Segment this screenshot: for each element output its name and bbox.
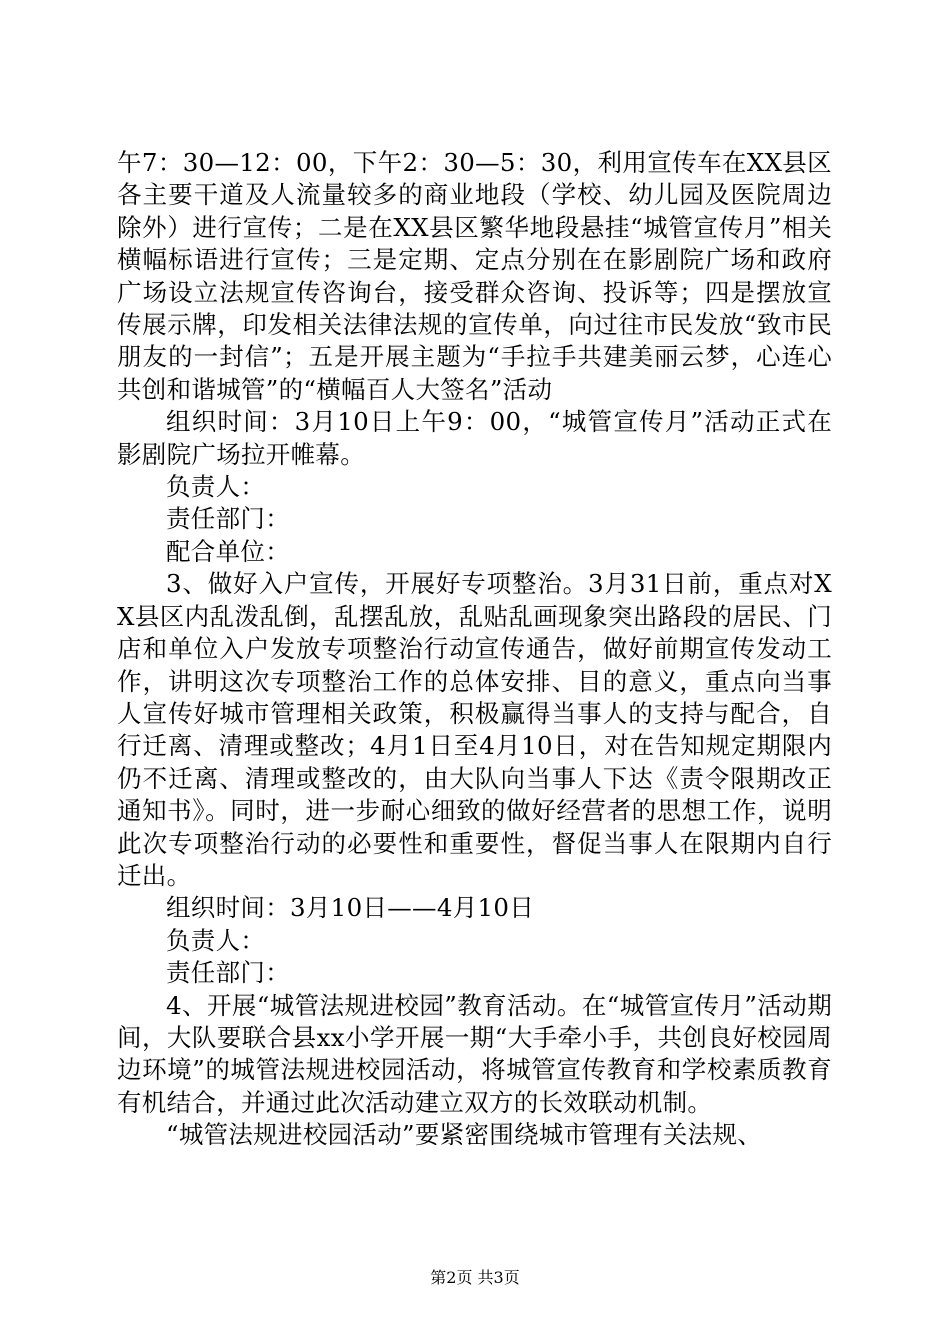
paragraph-cooperating-unit: 配合单位： — [166, 536, 290, 566]
page-number-footer: 第2页 共3页 — [430, 1268, 520, 1287]
paragraph-item-4: 4、开展“城管法规进校园”教育活动。在“城管宣传月”活动期间，大队要联合县xx小学开展一期“大手牵小手，共创良好校园周边环境”的城管法规进校园活动，将城管宣传教育和学校素质教育有机结合，并通过此次活动建立双方的长效联动机制。 — [117, 990, 832, 1117]
paragraph-item-3: 3、做好入户宣传，开展好专项整治。3月31日前，重点对XX县区内乱泼乱倒，乱摆乱放，乱贴乱画现象突出路段的居民、门店和单位入户发放专项整治行动宣传通告，做好前期宣传发动工作，讲明这次专项整治工作的总体安排、目的意义，重点向当事人宣传好城市管理相关政策，积极赢得当事人的支持与配合，自行迁离、清理或整改；4月1日至4月10日，对在告知规定期限内仍不迁离、清理或整改的，由大队向当事人下达《责令限期改正通知书》。同时，进一步耐心细致的做好经营者的思想工作，说明此次专项整治行动的必要性和重要性，督促当事人在限期内自行迁出。 — [117, 569, 832, 890]
paragraph-publicity-activities: 午7：30—12：00，下午2：30—5：30，利用宣传车在XX县区各主要干道及人流量较多的商业地段（学校、幼儿园及医院周边除外）进行宣传；二是在XX县区繁华地段悬挂“城管宣传月”相关横幅标语进行宣传；三是定期、定点分别在在影剧院广场和政府广场设立法规宣传咨询台，接受群众咨询、投诉等；四是摆放宣传展示牌，印发相关法律法规的宣传单，向过往市民发放“致市民朋友的一封信”；五是开展主题为“手拉手共建美丽云梦，心连心共创和谐城管”的“横幅百人大签名”活动 — [117, 148, 832, 404]
paragraph-campus-activity: “城管法规进校园活动”要紧密围绕城市管理有关法规、 — [166, 1120, 763, 1150]
document-body — [117, 147, 832, 1152]
paragraph-responsible-person-2: 负责人： — [166, 925, 266, 955]
paragraph-responsible-department-1: 责任部门： — [166, 504, 290, 534]
paragraph-organize-time-1: 组织时间：3月10日上午9：00，“城管宣传月”活动正式在影剧院广场拉开帷幕。 — [117, 407, 832, 469]
paragraph-organize-time-2: 组织时间：3月10日——4月10日 — [166, 893, 535, 923]
paragraph-responsible-person-1: 负责人： — [166, 472, 266, 502]
paragraph-responsible-department-2: 责任部门： — [166, 958, 290, 988]
